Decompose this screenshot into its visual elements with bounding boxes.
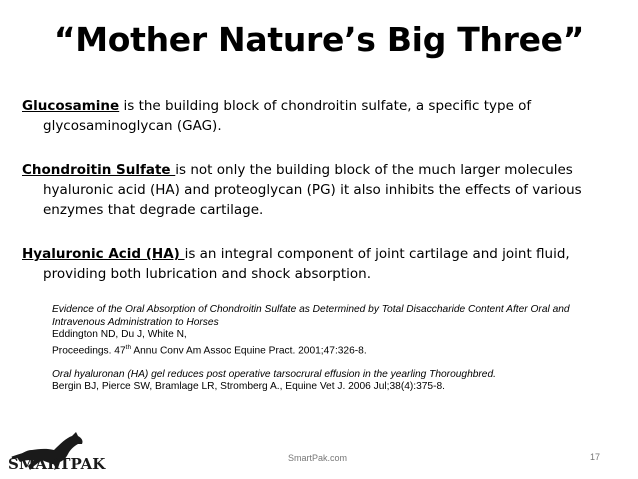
references [52,304,612,394]
paragraph-chondroitin [22,160,628,220]
reference-1-source: Proceedings. 47th Annu Conv Am Assoc Equine Pract. 2001;47:326-8. [52,343,367,357]
reference-2-authors: Bergin BJ, Pierce SW, Bramlage LR, Stromberg A., Equine Vet J. 2006 Jul;38(4):375-8. [52,381,445,393]
term-chondroitin-sulfate: Chondroitin Sulfate [22,162,176,178]
smartpak-logo-text: SMARTPAK [8,455,106,473]
term-hyaluronic-acid: Hyaluronic Acid (HA) [22,246,185,262]
paragraph-text: is an integral component of joint cartilage and joint fluid, providing both lubrication and shock absorption. [43,246,570,282]
paragraph-text: is the building block of chondroitin sulfate, a specific type of glycosaminoglycan (GAG). [43,98,532,134]
paragraph-text: is not only the building block of the much larger molecules hyaluronic acid (HA) and proteoglycan (PG) it also inhibits the effects of various enzymes that degrade cartilage. [43,162,582,218]
page-number: 17 [590,452,601,462]
term-glucosamine: Glucosamine [22,98,120,114]
reference-2-title: Oral hyaluronan (HA) gel reduces post operative tarsocrural effusion in the yearling Thoroughbred. [52,368,496,380]
footer-text: SmartPak.com [288,453,348,463]
reference-1-title: Evidence of the Oral Absorption of Chondroitin Sulfate as Determined by Total Disaccharide Content After Oral and Intravenous Administration to Horses [52,304,570,328]
slide-title: “Mother Nature’s Big Three” [53,20,585,59]
paragraph-hyaluronic-acid [22,244,628,284]
reference-1-authors: Eddington ND, Du J, White N, [52,329,187,341]
paragraph-glucosamine [22,96,628,136]
